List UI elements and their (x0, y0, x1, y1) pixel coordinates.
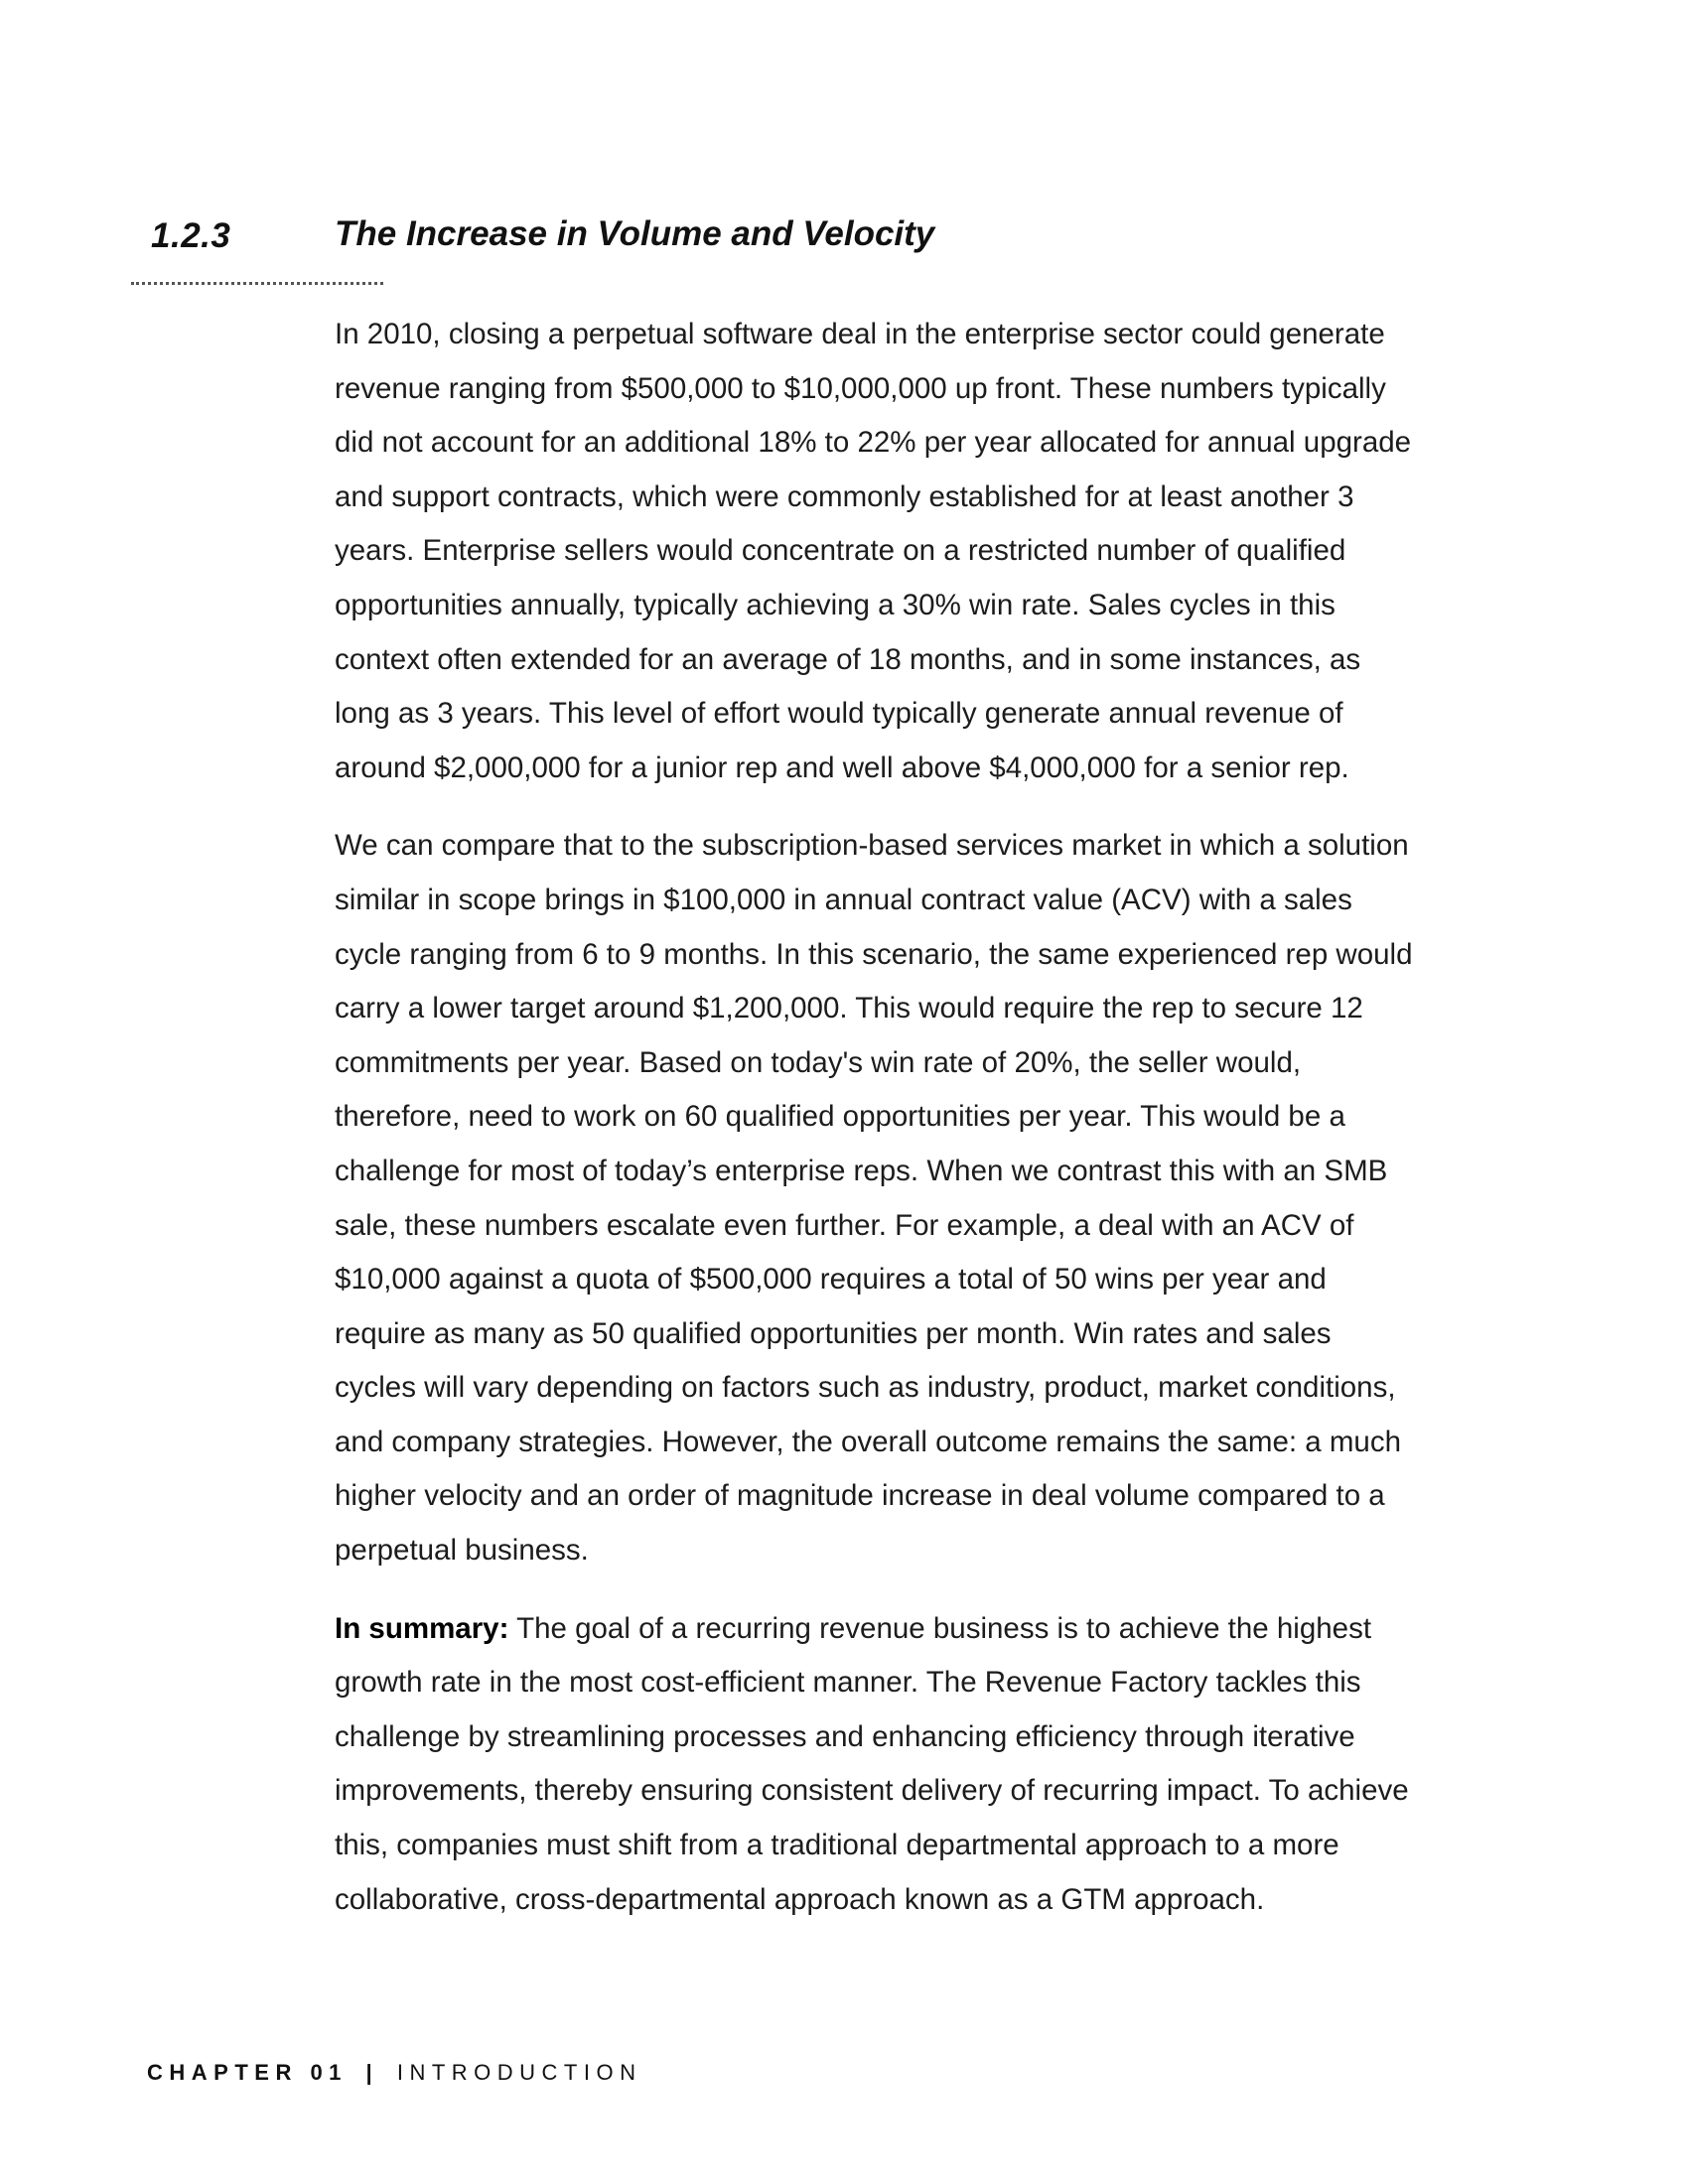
footer-section: INTRODUCTION (396, 2060, 642, 2085)
footer-separator: | (365, 2060, 379, 2085)
dotted-divider (131, 282, 383, 285)
section-number: 1.2.3 (151, 216, 231, 255)
summary-paragraph (335, 1602, 1417, 1928)
paragraph-1: In 2010, closing a perpetual software deal in the enterprise sector could generate revenue ranging from $500,000 to $10,000,000 up front. These numbers typically did not account for an additional 18% to 22% per year allocated for annual upgrade and support contracts, which were commonly established for at least another 3 years. Enterprise sellers would concentrate on a restricted number of qualified opportunities annually, typically achieving a 30% win rate. Sales cycles in this context often extended for an average of 18 months, and in some instances, as long as 3 years. This level of effort would typically generate annual revenue of around $2,000,000 for a junior rep and well above $4,000,000 for a senior rep. (335, 318, 1412, 784)
summary-text: The goal of a recurring revenue business is to achieve the highest growth rate in the most cost-efficient manner. The Revenue Factory tackles this challenge by streamlining processes and enhancing efficiency through iterative improvements, thereby ensuring consistent delivery of recurring impact. To achieve this, companies must shift from a traditional departmental approach to a more collaborative, cross-departmental approach known as a GTM approach. (335, 1611, 1409, 1916)
footer-chapter: CHAPTER 01 (147, 2060, 348, 2085)
section-title: The Increase in Volume and Velocity (335, 214, 935, 253)
summary-label: In summary: (335, 1611, 509, 1645)
paragraph-2: We can compare that to the subscription-based services market in which a solution similar in scope brings in $100,000 in annual contract value (ACV) with a sales cycle ranging from 6 to 9 months. In this scenario, the same experienced rep would carry a lower target around $1,200,000. This would require the rep to secure 12 commitments per year. Based on today's win rate of 20%, the seller would, therefore, need to work on 60 qualified opportunities per year. This would be a challenge for most of today’s enterprise reps. When we contrast this with an SMB sale, these numbers escalate even further. For example, a deal with an ACV of $10,000 against a quota of $500,000 requires a total of 50 wins per year and require as many as 50 qualified opportunities per month. Win rates and sales cycles will vary depending on factors such as industry, product, market conditions, and company strategies. However, the overall outcome remains the same: a much higher velocity and an order of magnitude increase in deal volume compared to a perpetual business. (335, 829, 1413, 1568)
page-footer (147, 2060, 641, 2086)
body-text (335, 308, 1417, 1951)
